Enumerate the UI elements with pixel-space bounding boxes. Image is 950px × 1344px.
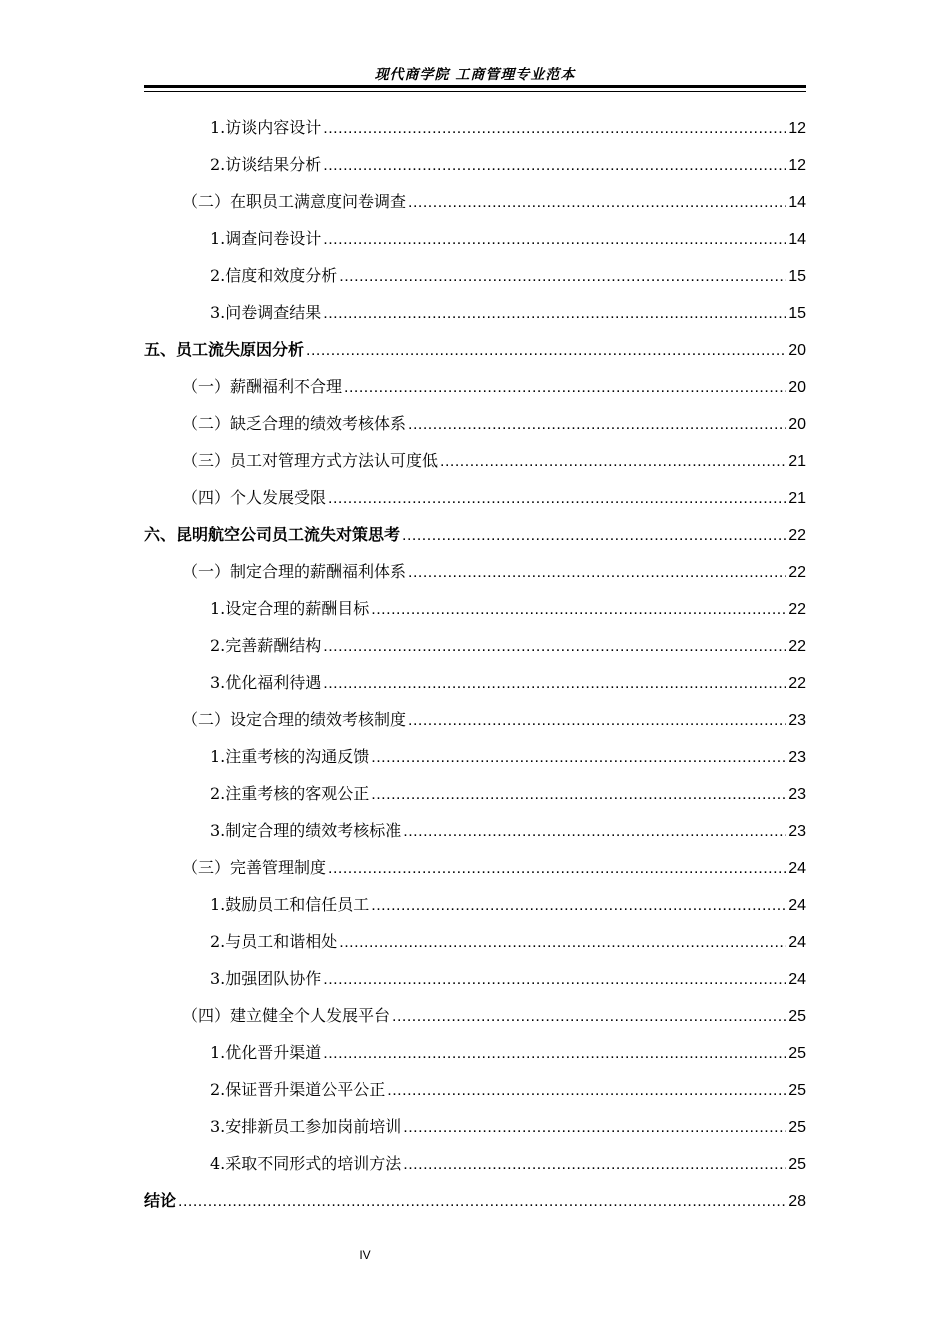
toc-leader-dots xyxy=(403,813,786,850)
toc-leader-dots xyxy=(339,258,786,295)
toc-entry[interactable] xyxy=(144,294,806,331)
toc-leader-dots xyxy=(392,998,786,1035)
toc-entry-label: （二）在职员工满意度问卷调查 xyxy=(182,192,407,211)
toc-entry-label: （四）个人发展受限 xyxy=(182,488,327,507)
toc-leader-dots xyxy=(371,591,786,628)
toc-entry-page-number: 25 xyxy=(788,1082,806,1099)
toc-leader-dots xyxy=(344,369,786,406)
toc-entry-label: （一）制定合理的薪酬福利体系 xyxy=(182,562,407,581)
toc-entry-page-number: 22 xyxy=(788,601,806,618)
toc-leader-dots xyxy=(323,110,786,147)
toc-entry-page-number: 20 xyxy=(788,416,806,433)
toc-leader-dots xyxy=(323,1035,786,1072)
toc-entry-page-number: 15 xyxy=(788,305,806,322)
toc-leader-dots xyxy=(339,924,786,961)
toc-entry-label: （二）设定合理的绩效考核制度 xyxy=(182,710,407,729)
toc-entry[interactable] xyxy=(144,257,806,294)
toc-entry[interactable] xyxy=(144,109,806,146)
toc-entry-label: （四）建立健全个人发展平台 xyxy=(182,1006,391,1025)
toc-entry-label: 1.调查问卷设计 xyxy=(210,229,322,248)
toc-entry-label: 2.信度和效度分析 xyxy=(210,266,338,285)
toc-leader-dots xyxy=(323,147,786,184)
toc-entry-page-number: 14 xyxy=(788,231,806,248)
toc-entry-page-number: 20 xyxy=(788,379,806,396)
toc-entry-label: 2.注重考核的客观公正 xyxy=(210,784,370,803)
toc-entry[interactable] xyxy=(144,442,806,479)
toc-leader-dots xyxy=(178,1183,786,1220)
toc-entry-page-number: 25 xyxy=(788,1156,806,1173)
toc-leader-dots xyxy=(323,221,786,258)
toc-entry-label: （三）完善管理制度 xyxy=(182,858,327,877)
toc-leader-dots xyxy=(387,1072,786,1109)
toc-entry-label: 2.完善薪酬结构 xyxy=(210,636,322,655)
toc-leader-dots xyxy=(403,1146,786,1183)
toc-leader-dots xyxy=(323,295,786,332)
footer-page-number: IV xyxy=(359,1248,371,1262)
toc-entry[interactable] xyxy=(144,331,806,368)
toc-entry-label: 3.安排新员工参加岗前培训 xyxy=(210,1117,402,1136)
toc-entry[interactable] xyxy=(144,220,806,257)
toc-entry-page-number: 23 xyxy=(788,749,806,766)
toc-entry-label: 五、员工流失原因分析 xyxy=(144,340,305,359)
toc-leader-dots xyxy=(403,1109,786,1146)
header-rule-thick xyxy=(144,85,806,88)
toc-leader-dots xyxy=(402,517,786,554)
toc-entry-page-number: 22 xyxy=(788,675,806,692)
toc-entry[interactable] xyxy=(144,923,806,960)
toc-leader-dots xyxy=(371,887,786,924)
toc-leader-dots xyxy=(328,480,786,517)
toc-leader-dots xyxy=(323,961,786,998)
toc-leader-dots xyxy=(323,628,786,665)
toc-entry-label: 4.采取不同形式的培训方法 xyxy=(210,1154,402,1173)
toc-entry[interactable] xyxy=(144,405,806,442)
toc-entry-page-number: 28 xyxy=(788,1193,806,1210)
toc-entry[interactable] xyxy=(144,1182,806,1219)
toc-entry[interactable] xyxy=(144,1108,806,1145)
toc-leader-dots xyxy=(408,702,786,739)
toc-entry[interactable] xyxy=(144,738,806,775)
toc-entry[interactable] xyxy=(144,997,806,1034)
toc-entry[interactable] xyxy=(144,553,806,590)
toc-entry[interactable] xyxy=(144,886,806,923)
toc-leader-dots xyxy=(408,184,786,221)
toc-entry-page-number: 24 xyxy=(788,897,806,914)
toc-entry-page-number: 22 xyxy=(788,527,806,544)
toc-entry[interactable] xyxy=(144,701,806,738)
toc-entry-page-number: 12 xyxy=(788,157,806,174)
toc-entry-label: 3.制定合理的绩效考核标准 xyxy=(210,821,402,840)
toc-leader-dots xyxy=(371,776,786,813)
toc-leader-dots xyxy=(408,554,786,591)
toc-leader-dots xyxy=(306,332,786,369)
toc-entry-label: 六、昆明航空公司员工流失对策思考 xyxy=(144,525,401,544)
toc-leader-dots xyxy=(440,443,786,480)
toc-entry-page-number: 22 xyxy=(788,638,806,655)
toc-entry[interactable] xyxy=(144,479,806,516)
toc-entry[interactable] xyxy=(144,960,806,997)
toc-entry-label: 1.访谈内容设计 xyxy=(210,118,322,137)
toc-entry[interactable] xyxy=(144,664,806,701)
toc-entry-label: 2.保证晋升渠道公平公正 xyxy=(210,1080,386,1099)
toc-entry-label: 3.问卷调查结果 xyxy=(210,303,322,322)
toc-entry[interactable] xyxy=(144,368,806,405)
toc-entry-page-number: 24 xyxy=(788,971,806,988)
toc-entry-page-number: 15 xyxy=(788,268,806,285)
toc-entry[interactable] xyxy=(144,516,806,553)
toc-leader-dots xyxy=(371,739,786,776)
toc-entry[interactable] xyxy=(144,1034,806,1071)
toc-entry[interactable] xyxy=(144,146,806,183)
toc-leader-dots xyxy=(328,850,786,887)
toc-entry-label: （二）缺乏合理的绩效考核体系 xyxy=(182,414,407,433)
toc-entry[interactable] xyxy=(144,849,806,886)
toc-entry-label: 结论 xyxy=(144,1191,177,1210)
toc-entry-page-number: 14 xyxy=(788,194,806,211)
toc-entry-label: 3.加强团队协作 xyxy=(210,969,322,988)
toc-entry-label: 2.与员工和谐相处 xyxy=(210,932,338,951)
toc-entry-page-number: 24 xyxy=(788,860,806,877)
toc-entry[interactable] xyxy=(144,812,806,849)
toc-entry-label: 2.访谈结果分析 xyxy=(210,155,322,174)
toc-entry-page-number: 23 xyxy=(788,712,806,729)
running-header-title: 现代商学院 工商管理专业范本 xyxy=(374,67,576,83)
header-rule-thin xyxy=(144,91,806,92)
toc-leader-dots xyxy=(323,665,786,702)
toc-entry-label: 3.优化福利待遇 xyxy=(210,673,322,692)
toc-entry-label: 1.注重考核的沟通反馈 xyxy=(210,747,370,766)
toc-entry-page-number: 22 xyxy=(788,564,806,581)
toc-entry[interactable] xyxy=(144,1145,806,1182)
toc-entry-page-number: 21 xyxy=(788,490,806,507)
toc-entry-page-number: 20 xyxy=(788,342,806,359)
toc-entry-page-number: 24 xyxy=(788,934,806,951)
toc-entry-page-number: 25 xyxy=(788,1119,806,1136)
toc-entry-page-number: 23 xyxy=(788,786,806,803)
toc-entry-page-number: 21 xyxy=(788,453,806,470)
table-of-contents xyxy=(144,109,806,1219)
toc-entry[interactable] xyxy=(144,590,806,627)
toc-entry-label: 1.优化晋升渠道 xyxy=(210,1043,322,1062)
toc-leader-dots xyxy=(408,406,786,443)
toc-entry[interactable] xyxy=(144,183,806,220)
toc-entry[interactable] xyxy=(144,775,806,812)
toc-entry-label: 1.鼓励员工和信任员工 xyxy=(210,895,370,914)
toc-entry-page-number: 12 xyxy=(788,120,806,137)
toc-entry-label: （三）员工对管理方式方法认可度低 xyxy=(182,451,439,470)
toc-entry[interactable] xyxy=(144,1071,806,1108)
toc-entry[interactable] xyxy=(144,627,806,664)
toc-entry-page-number: 23 xyxy=(788,823,806,840)
toc-entry-page-number: 25 xyxy=(788,1008,806,1025)
toc-entry-label: 1.设定合理的薪酬目标 xyxy=(210,599,370,618)
toc-entry-label: （一）薪酬福利不合理 xyxy=(182,377,343,396)
toc-entry-page-number: 25 xyxy=(788,1045,806,1062)
